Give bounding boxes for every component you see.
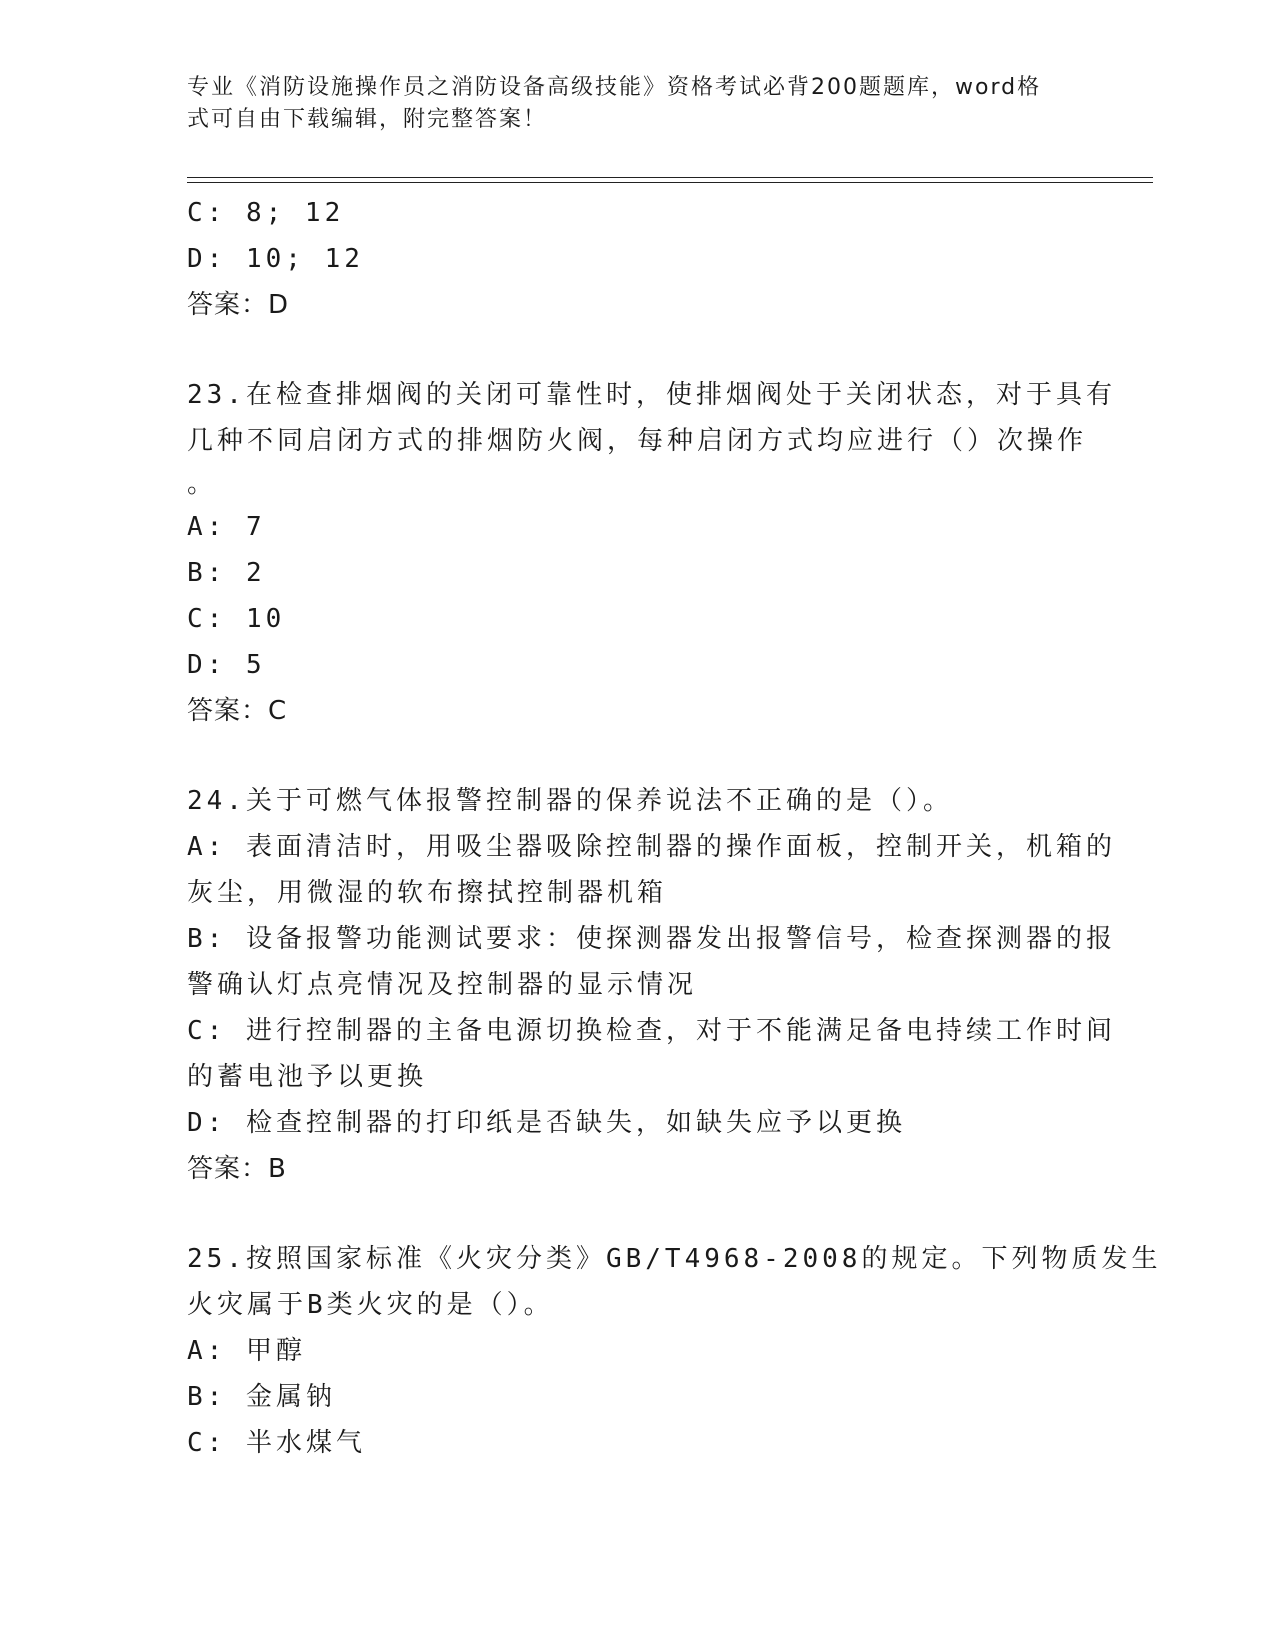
spacer (187, 328, 1087, 372)
option-c: C: 8; 12 (187, 198, 345, 228)
answer-line: 答案：B (187, 1154, 287, 1184)
question-stem-line: 24.关于可燃气体报警控制器的保养说法不正确的是（）。 (187, 786, 953, 816)
question-25 (187, 1236, 1162, 1466)
question-stem-line: 。 (187, 469, 218, 499)
question-22-tail (187, 190, 1087, 328)
option-a-continued: 灰尘，用微湿的软布擦拭控制器机箱 (187, 878, 668, 908)
option-b-continued: 警确认灯点亮情况及控制器的显示情况 (187, 970, 698, 1000)
option-d: D: 10; 12 (187, 244, 364, 274)
answer-line: 答案：D (187, 290, 290, 320)
document-header (187, 72, 1067, 136)
option-c: C: 10 (187, 604, 286, 634)
option-c-continued: 的蓄电池予以更换 (187, 1062, 428, 1092)
question-23 (187, 372, 1116, 734)
header-rule-bottom (187, 182, 1153, 183)
header-line-1: 专业《消防设施操作员之消防设备高级技能》资格考试必背200题题库，word格 (187, 75, 1042, 100)
spacer (187, 734, 1087, 778)
header-rule-top (187, 177, 1153, 178)
question-stem-line: 几种不同启闭方式的排烟防火阀，每种启闭方式均应进行（）次操作 (187, 426, 1088, 456)
option-d: D: 5 (187, 650, 266, 680)
option-c: C: 半水煤气 (187, 1428, 366, 1458)
document-body (187, 190, 1162, 1466)
question-stem-line: 23.在检查排烟阀的关闭可靠性时，使排烟阀处于关闭状态，对于具有 (187, 380, 1116, 410)
option-a: A: 表面清洁时，用吸尘器吸除控制器的操作面板，控制开关，机箱的 (187, 832, 1116, 862)
option-b: B: 2 (187, 558, 266, 588)
spacer (187, 1192, 1087, 1236)
option-a: A: 甲醇 (187, 1336, 306, 1366)
option-d: D: 检查控制器的打印纸是否缺失，如缺失应予以更换 (187, 1108, 906, 1138)
question-stem-line: 火灾属于B类火灾的是（）。 (187, 1290, 554, 1320)
question-stem-line: 25.按照国家标准《火灾分类》GB/T4968-2008的规定。下列物质发生 (187, 1244, 1162, 1274)
answer-line: 答案：C (187, 696, 288, 726)
option-b: B: 设备报警功能测试要求：使探测器发出报警信号，检查探测器的报 (187, 924, 1116, 954)
option-c: C: 进行控制器的主备电源切换检查，对于不能满足备电持续工作时间 (187, 1016, 1116, 1046)
header-line-2: 式可自由下载编辑，附完整答案！ (187, 107, 548, 132)
question-24 (187, 778, 1116, 1192)
option-b: B: 金属钠 (187, 1382, 336, 1412)
option-a: A: 7 (187, 512, 266, 542)
